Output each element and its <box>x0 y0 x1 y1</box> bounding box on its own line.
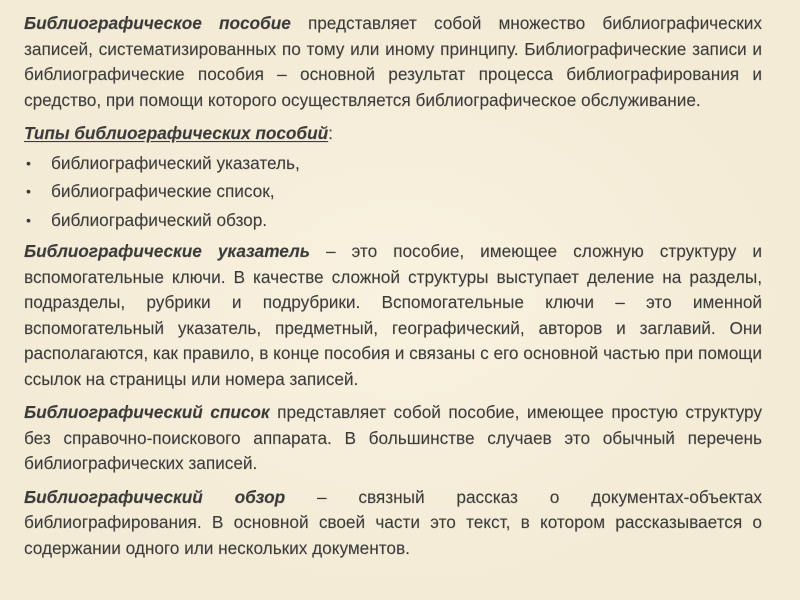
paragraph-list <box>24 400 762 477</box>
types-list <box>24 151 762 234</box>
bullet-icon: • <box>26 154 31 171</box>
term-list: Библиографический список <box>24 402 270 422</box>
types-heading-line <box>24 121 762 147</box>
definition-bibliographic-aid: представляет собой множество библиографических записей, систематизированных по тому или иному принципу. Библиографические записи и библиографические пособия – основной результат процесса библиографирования и средство, при помощи которого осуществляется библиографическое обслуживание. <box>24 13 763 110</box>
term-index: Библиографические указатель <box>24 241 310 261</box>
term-review: Библиографический обзор <box>24 486 286 507</box>
list-item-label: библиографический указатель, <box>51 152 300 173</box>
list-item-label: библиографические список, <box>51 181 275 201</box>
paragraph-bibliographic-aid <box>24 11 762 113</box>
list-item <box>24 179 762 205</box>
definition-review: – связный рассказ о документах-объектах библиографирования. В основной своей части это текст, в котором рассказывается о содержании одного или нескольких документов. <box>24 486 762 558</box>
bullet-icon: • <box>26 183 31 199</box>
definition-list: представляет собой пособие, имеющее простую структуру без справочно-поискового аппарата. В большинстве случаев это обычный перечень библиографических записей. <box>24 402 762 473</box>
term-bibliographic-aid: Библиографическое пособие <box>24 13 291 33</box>
types-heading: Типы библиографических пособий <box>24 123 329 143</box>
types-heading-colon: : <box>328 123 333 143</box>
paragraph-review <box>24 485 762 562</box>
list-item <box>24 208 762 234</box>
definition-index: – это пособие, имеющее сложную структуру и вспомогательные ключи. В качестве сложной структуры выступает деление на разделы, подразделы, рубрики и подрубрики. Вспомогательные ключи – это именной вспомогательный указатель, предметный, географический, авторов и заглавий. Они располагаются, как правило, в конце пособия и связаны с его основной частью при помощи ссылок на страницы или номера записей. <box>24 241 762 389</box>
list-item-label: библиографический обзор. <box>51 209 268 230</box>
list-item <box>24 151 762 177</box>
bullet-icon: • <box>26 211 31 228</box>
paragraph-index <box>24 239 762 392</box>
